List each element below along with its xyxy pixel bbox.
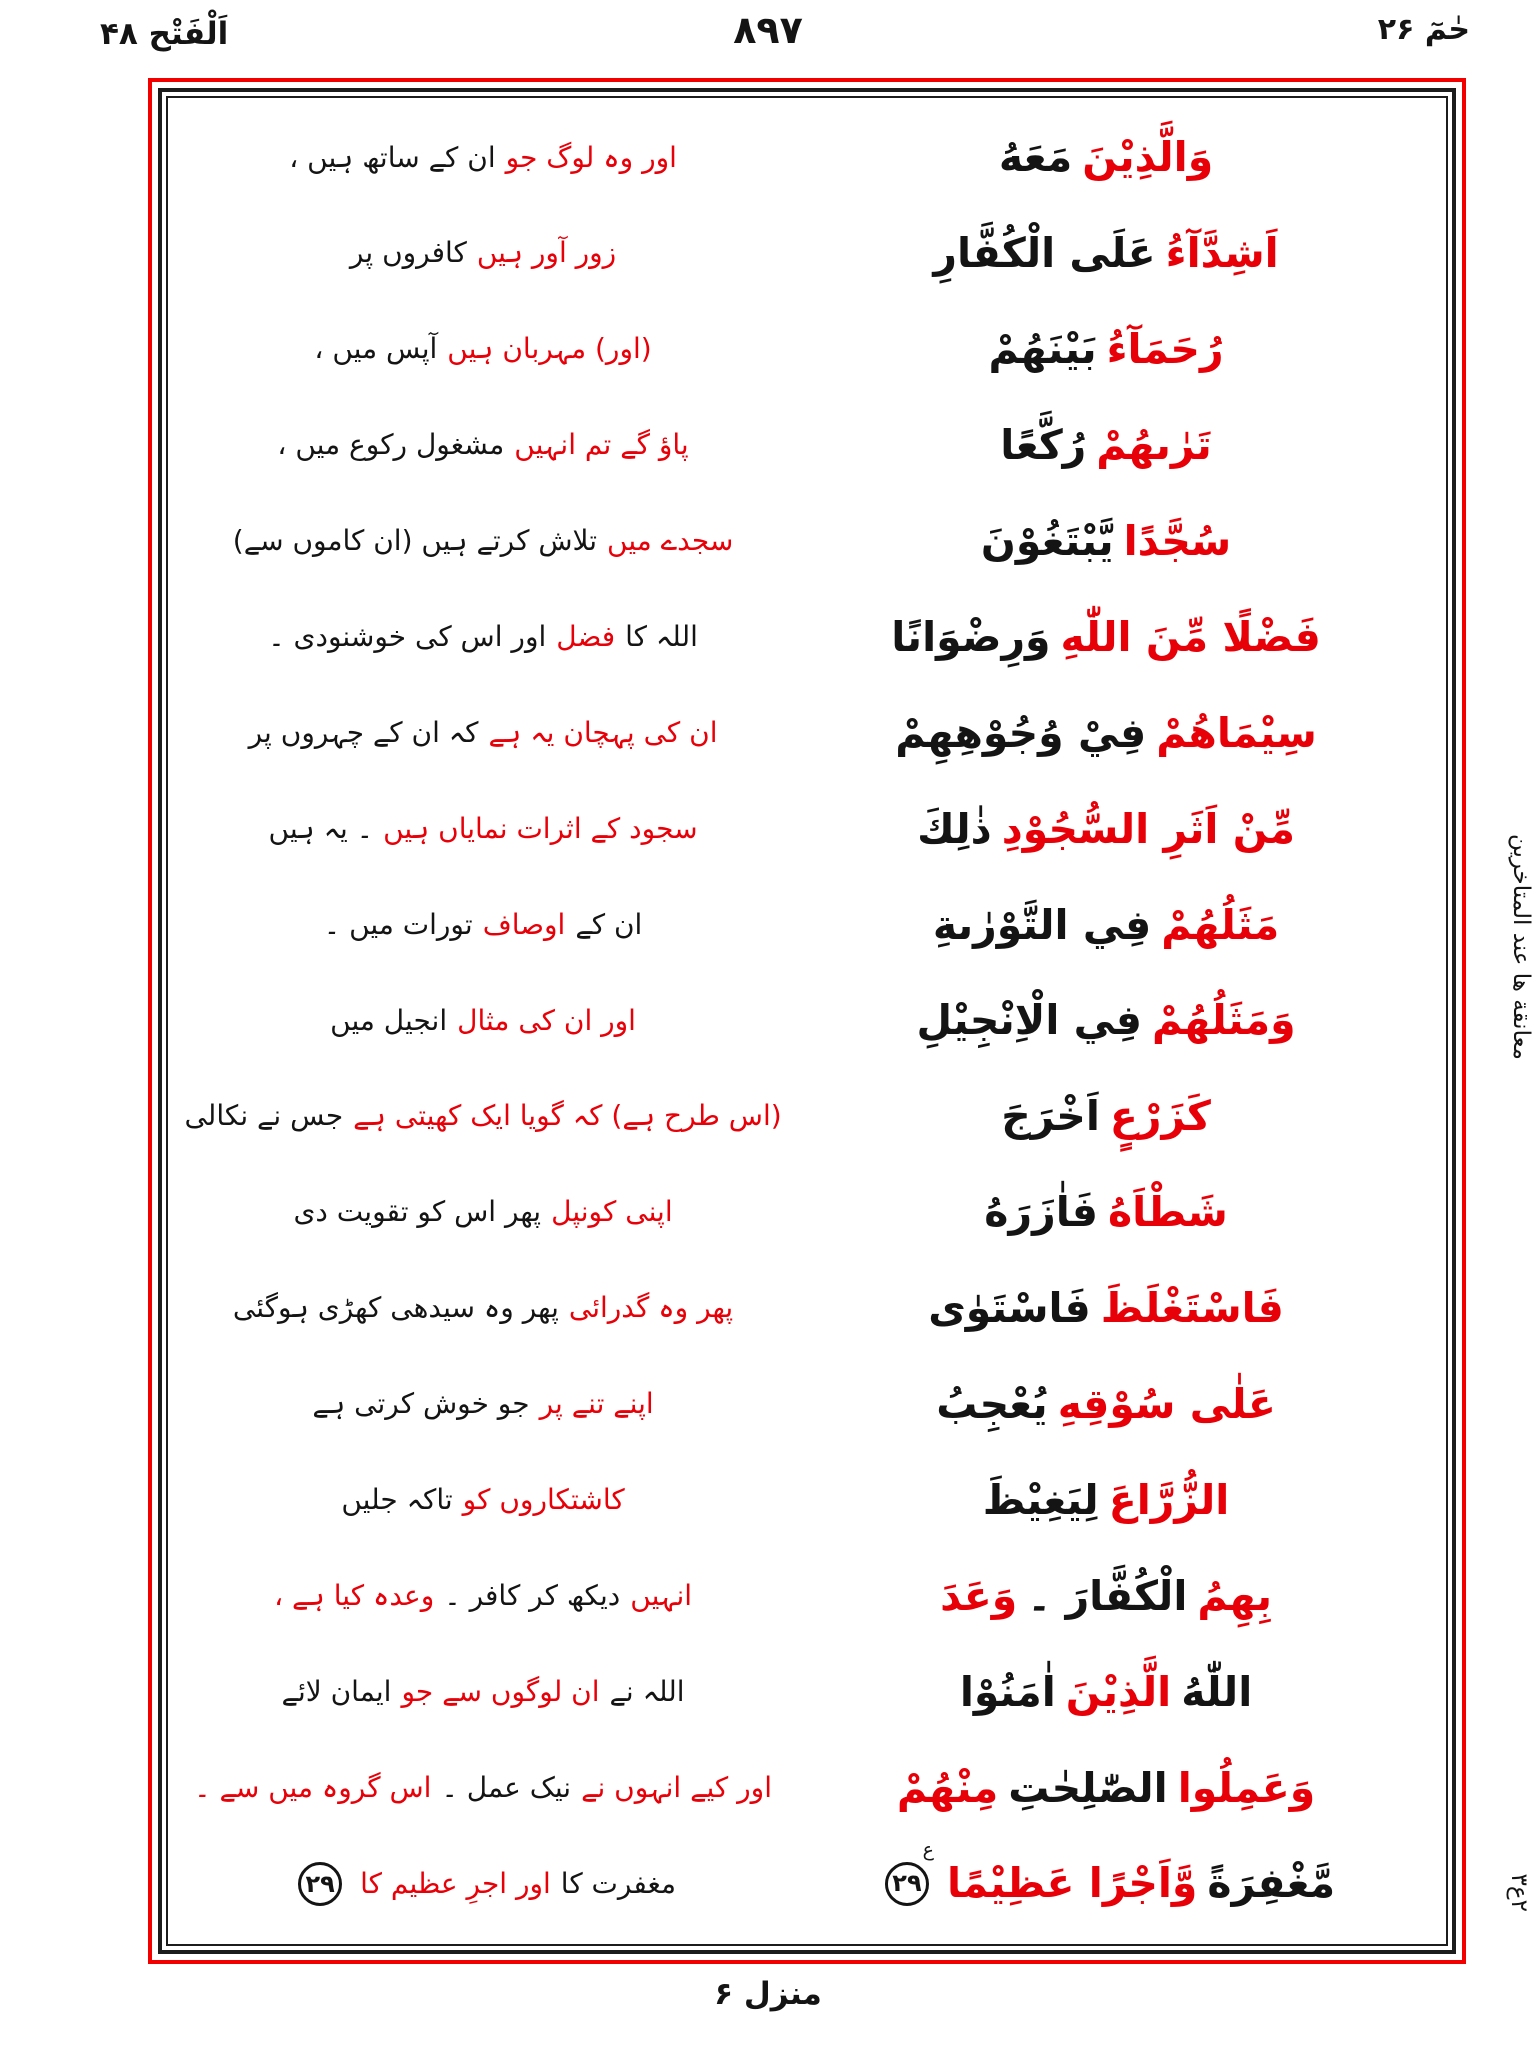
verse-row — [184, 494, 1430, 590]
margin-note-muanaqah: معانقة ها عند المتاخرین — [1508, 833, 1534, 1060]
text-segment: اللہ نے — [609, 1674, 685, 1708]
text-segment: اور وہ لوگ جو — [505, 140, 677, 174]
text-segment: ان کے — [575, 907, 643, 941]
text-segment: وَعَمِلُوا — [1177, 1763, 1316, 1812]
text-segment: اللہ کا — [625, 620, 698, 653]
arabic-line — [782, 1284, 1430, 1333]
text-segment: ذٰلِكَ — [917, 804, 992, 853]
verse-row — [184, 1644, 1430, 1740]
urdu-line — [184, 1293, 782, 1324]
urdu-line — [184, 430, 782, 461]
urdu-line — [184, 140, 782, 174]
verse-row — [184, 1261, 1430, 1357]
verse-grid — [184, 110, 1430, 1932]
text-segment: سِيْمَاهُمْ — [1156, 708, 1317, 757]
arabic-line — [782, 133, 1430, 182]
text-segment: ایمان لائے — [281, 1674, 392, 1708]
text-segment: لِيَغِيْظَ — [982, 1475, 1099, 1524]
verse-row — [184, 206, 1430, 302]
text-segment: الصّٰلِحٰتِ — [1008, 1763, 1168, 1812]
verse-row — [184, 589, 1430, 685]
verse-row — [184, 1165, 1430, 1261]
text-segment: انجیل میں — [330, 1003, 448, 1037]
arabic-line — [782, 325, 1430, 374]
urdu-line — [184, 1485, 782, 1516]
text-segment: رُكَّعًا — [1000, 421, 1087, 470]
urdu-line — [184, 1389, 782, 1420]
arabic-line — [782, 1092, 1430, 1141]
verse-row — [184, 398, 1430, 494]
text-segment: فِيْ وُجُوْهِهِمْ — [895, 708, 1147, 757]
surah-name-header: اَلْفَتْح ۴۸ — [100, 16, 229, 52]
urdu-line — [184, 526, 782, 557]
text-segment: نیک عمل ۔ — [441, 1770, 572, 1804]
urdu-line — [184, 811, 782, 845]
arabic-line — [782, 804, 1430, 853]
verse-number-circle: ۲۹ — [298, 1862, 342, 1906]
text-segment: زور آور ہیں — [476, 236, 617, 270]
verse-row — [184, 1548, 1430, 1644]
arabic-line — [782, 516, 1430, 565]
urdu-line — [184, 715, 782, 749]
text-segment: اوصاف — [482, 907, 566, 941]
black-border-inner — [166, 96, 1448, 1946]
urdu-line — [184, 238, 782, 269]
urdu-line — [184, 1003, 782, 1037]
text-segment: اَخْرَجَ — [1001, 1092, 1100, 1141]
text-segment: انہیں — [630, 1578, 693, 1612]
text-segment: اور کیے انہوں نے — [581, 1770, 772, 1804]
verse-row — [184, 781, 1430, 877]
text-segment: كَزَرْعٍ — [1109, 1092, 1211, 1141]
text-segment: الْكُفَّارَ ۔ — [1027, 1571, 1188, 1620]
verse-row — [184, 1740, 1430, 1836]
urdu-line — [184, 622, 782, 653]
text-segment: اللّٰهُ — [1181, 1667, 1253, 1716]
text-segment: بِهِمُ — [1197, 1571, 1273, 1620]
text-segment: ان کی پہچان یہ ہے — [488, 715, 718, 749]
verse-row — [184, 302, 1430, 398]
text-segment: کہ ان کے چہروں پر — [248, 715, 479, 749]
arabic-line — [782, 229, 1430, 278]
text-segment: تَرٰىهُمْ — [1096, 421, 1212, 470]
text-segment: وَمَثَلُهُمْ — [1152, 996, 1296, 1045]
black-border-outer — [158, 88, 1456, 1954]
text-segment: وَالَّذِيْنَ — [1082, 133, 1214, 182]
text-segment: فَاسْتَوٰى — [928, 1284, 1091, 1333]
text-segment: عَلٰى سُوْقِهِ — [1057, 1380, 1276, 1428]
arabic-line — [782, 708, 1430, 757]
outer-red-border — [148, 78, 1466, 1964]
text-segment: جو خوش کرتی ہے — [312, 1387, 530, 1421]
arabic-line — [782, 1475, 1430, 1524]
arabic-line — [782, 421, 1430, 470]
juz-name-header: حٰمٓ ۲۶ — [1377, 12, 1470, 47]
text-segment: آپس میں ، — [314, 332, 438, 366]
verse-number-circle: ۲۹ ع — [885, 1862, 929, 1906]
text-segment: رُحَمَآءُ — [1106, 325, 1224, 374]
text-segment: فضل — [556, 620, 616, 653]
arabic-line — [782, 1571, 1430, 1620]
verse-row — [184, 1452, 1430, 1548]
text-segment: پھر وہ گدرائی — [568, 1291, 734, 1325]
arabic-line — [782, 1838, 1430, 1908]
text-segment: وَعَدَ — [940, 1571, 1018, 1620]
margin-note-ruku: ۲ع۳ — [1506, 1873, 1532, 1912]
ruku-mark: ع — [922, 1838, 934, 1861]
urdu-line — [184, 907, 782, 941]
text-segment: مِنْهُمْ — [896, 1763, 999, 1812]
text-segment: الزُّرَّاعَ — [1108, 1475, 1230, 1524]
text-segment: فِي الْاِنْجِيْلِ — [916, 996, 1142, 1045]
text-segment: اس گروہ میں سے ۔ — [194, 1770, 432, 1804]
text-segment: کاشتکاروں کو — [462, 1483, 625, 1517]
text-segment: اور ان کی مثال — [457, 1003, 636, 1037]
text-segment: وَّاَجْرًا عَظِيْمًا — [946, 1859, 1198, 1908]
verse-row — [184, 110, 1430, 206]
text-segment: اپنی کونپل — [551, 1195, 673, 1229]
text-segment: پھر وہ سیدھی کھڑی ہوگئی — [232, 1291, 559, 1325]
text-segment: الَّذِيْنَ — [1065, 1667, 1172, 1716]
verse-row — [184, 1069, 1430, 1165]
text-segment: ان کے ساتھ ہیں ، — [289, 140, 496, 174]
arabic-line — [782, 1667, 1430, 1716]
text-segment: يُعْجِبُ — [936, 1380, 1048, 1428]
text-segment: اپنے تنے پر — [539, 1387, 654, 1421]
text-segment: فَضْلًا مِّنَ اللّٰهِ — [1060, 612, 1321, 661]
text-segment: فَاٰزَرَهُ — [984, 1188, 1098, 1237]
verse-row — [184, 877, 1430, 973]
text-segment: سجدے میں — [607, 524, 734, 558]
text-segment: ۔ یہ ہیں — [268, 811, 374, 845]
page-number: ۸۹۷ — [733, 8, 803, 52]
arabic-line — [782, 1380, 1430, 1428]
text-segment: بَيْنَهُمْ — [988, 325, 1097, 374]
text-segment: تاکہ جلیں — [341, 1483, 453, 1517]
text-segment: مِّنْ اَثَرِ السُّجُوْدِ — [1001, 804, 1295, 853]
verse-row — [184, 1357, 1430, 1453]
manzil-footer: منزل ۶ — [714, 1976, 822, 2012]
text-segment: اَشِدَّآءُ — [1165, 229, 1279, 278]
text-segment: فَاسْتَغْلَظَ — [1100, 1284, 1284, 1333]
text-segment: مغفرت کا — [560, 1866, 677, 1900]
text-segment: تورات میں ۔ — [323, 907, 473, 941]
arabic-line — [782, 996, 1430, 1045]
text-segment: وَرِضْوَانًا — [891, 612, 1051, 661]
text-segment: تلاش کرتے ہیں (ان کاموں سے) — [232, 524, 598, 558]
text-segment: شَطْاَهُ — [1107, 1188, 1228, 1237]
arabic-line — [782, 900, 1430, 949]
urdu-line — [184, 1862, 782, 1906]
text-segment: (اس طرح ہے) کہ گویا ایک کھیتی ہے — [353, 1099, 782, 1133]
urdu-line — [184, 1197, 782, 1228]
text-segment: سجود کے اثرات نمایاں ہیں — [383, 811, 698, 845]
text-segment: دیکھ کر کافر ۔ — [444, 1578, 621, 1612]
text-segment: مَّغْفِرَةً — [1207, 1859, 1336, 1908]
text-segment: کافروں پر — [349, 236, 467, 270]
text-segment: مَثَلُهُمْ — [1161, 900, 1280, 949]
arabic-line — [782, 1188, 1430, 1237]
arabic-line — [782, 612, 1430, 661]
urdu-line — [184, 1770, 782, 1804]
text-segment: سُجَّدًا — [1123, 516, 1232, 565]
text-segment: اٰمَنُوْا — [959, 1667, 1056, 1716]
text-segment: جس نے نکالی — [184, 1099, 344, 1133]
text-segment: يَّبْتَغُوْنَ — [980, 516, 1114, 565]
text-segment: اور اس کی خوشنودی ۔ — [268, 620, 547, 653]
text-segment: پھر اس کو تقویت دی — [293, 1195, 542, 1229]
text-segment: پاؤ گے تم انہیں — [514, 428, 689, 462]
urdu-line — [184, 1578, 782, 1612]
verse-row — [184, 1836, 1430, 1932]
text-segment: عَلَى الْكُفَّارِ — [933, 229, 1156, 278]
text-segment: مشغول رکوع میں ، — [277, 428, 505, 462]
text-segment: (اور) مہربان ہیں — [447, 332, 652, 366]
urdu-line — [184, 1101, 782, 1132]
urdu-line — [184, 1674, 782, 1708]
arabic-line — [782, 1763, 1430, 1812]
verse-row — [184, 685, 1430, 781]
urdu-line — [184, 334, 782, 365]
text-segment: ان لوگوں سے جو — [401, 1674, 600, 1708]
text-segment: وعدہ کیا ہے ، — [274, 1578, 435, 1612]
verse-row — [184, 973, 1430, 1069]
text-segment: مَعَهُ — [998, 133, 1073, 182]
text-segment: فِي التَّوْرٰىةِ — [932, 900, 1152, 949]
text-segment: اور اجرِ عظیم کا — [360, 1866, 551, 1900]
